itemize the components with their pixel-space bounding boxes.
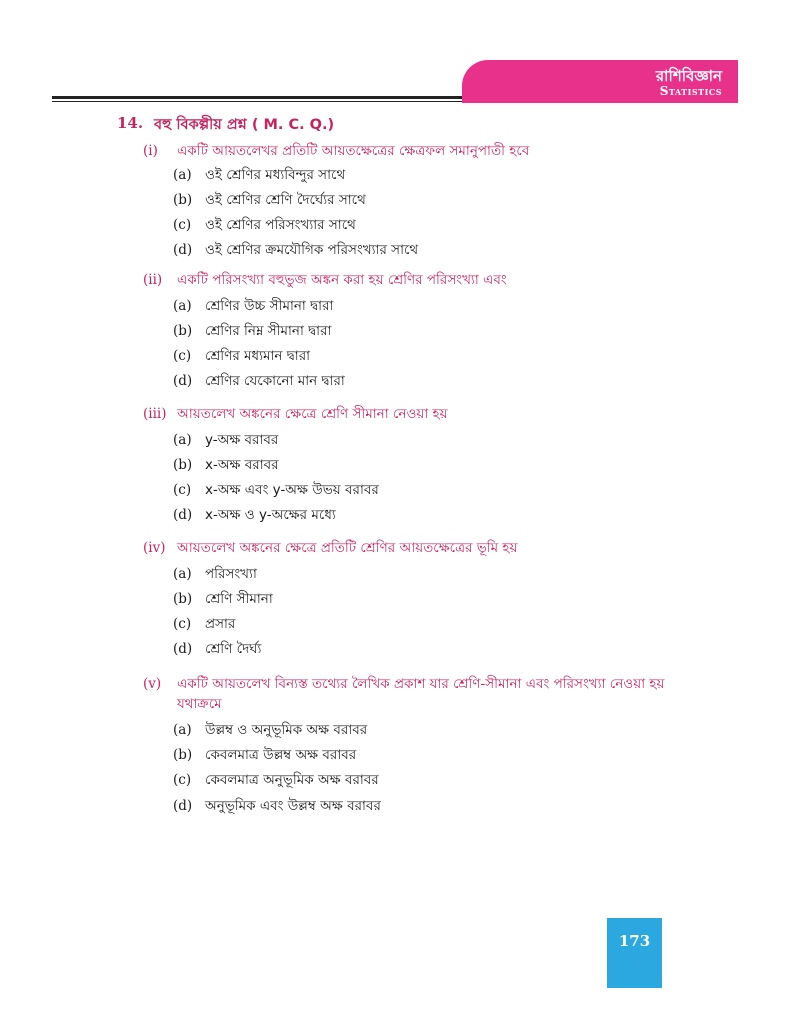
question-text: একটি পরিসংখ্যা বহুভুজ অঙ্কন করা হয় শ্রেণির পরিসংখ্যা এবং bbox=[177, 272, 507, 288]
header-rule-thin bbox=[52, 101, 463, 102]
question-number: (iii) bbox=[143, 406, 167, 422]
option-text: শ্রেণির মধ্যমান দ্বারা bbox=[205, 348, 311, 364]
option-text: শ্রেণির উচ্চ সীমানা দ্বারা bbox=[205, 298, 334, 314]
option-text: ওই শ্রেণির মধ্যবিন্দুর সাথে bbox=[205, 167, 346, 183]
option-label: (b) bbox=[173, 192, 193, 208]
option-label: (d) bbox=[173, 798, 193, 814]
option-label: (a) bbox=[173, 167, 192, 183]
option-label: (a) bbox=[173, 566, 192, 582]
option-text: y-অক্ষ বরাবর bbox=[205, 432, 279, 448]
question-text: আয়তলেখ অঙ্কনের ক্ষেত্রে শ্রেণি সীমানা নেওয়া হয় bbox=[177, 406, 448, 422]
option-label: (b) bbox=[173, 323, 193, 339]
option-label: (d) bbox=[173, 641, 193, 657]
option-text: কেবলমাত্র অনুভূমিক অক্ষ বরাবর bbox=[205, 772, 379, 788]
option-label: (c) bbox=[173, 348, 192, 364]
header-rule-thick bbox=[52, 96, 463, 99]
option-text: শ্রেণি দৈর্ঘ্য bbox=[205, 641, 262, 657]
question-text: একটি আয়তলেখ বিন্যস্ত তথ্যের লৈখিক প্রকাশ যার শ্রেণি-সীমানা এবং পরিসংখ্যা নেওয়া হয় যথাক্রমে bbox=[177, 676, 665, 712]
option-text: শ্রেণি সীমানা bbox=[205, 591, 273, 607]
option-label: (b) bbox=[173, 591, 193, 607]
question-number: (v) bbox=[143, 676, 162, 692]
option-text: ওই শ্রেণির পরিসংখ্যার সাথে bbox=[205, 217, 356, 233]
chapter-title-bengali: রাশিবিজ্ঞান bbox=[655, 67, 722, 85]
option-text: শ্রেণির নিম্ন সীমানা দ্বারা bbox=[205, 323, 332, 339]
option-text: x-অক্ষ এবং y-অক্ষ উভয় বরাবর bbox=[205, 482, 379, 498]
option-text: পরিসংখ্যা bbox=[205, 566, 257, 582]
option-text: ওই শ্রেণির শ্রেণি দৈর্ঘ্যের সাথে bbox=[205, 192, 366, 208]
question-number: (ii) bbox=[143, 272, 163, 288]
option-text: কেবলমাত্র উল্লম্ব অক্ষ বরাবর bbox=[205, 747, 357, 763]
option-text: উল্লম্ব ও অনুভূমিক অক্ষ বরাবর bbox=[205, 722, 368, 738]
page-number-box bbox=[607, 918, 662, 988]
option-text: শ্রেণির যেকোনো মান দ্বারা bbox=[205, 373, 345, 389]
question-number: (iv) bbox=[143, 540, 166, 556]
option-label: (b) bbox=[173, 457, 193, 473]
chapter-header-tab bbox=[462, 60, 738, 103]
option-text: প্রসার bbox=[205, 616, 236, 632]
option-text: x-অক্ষ বরাবর bbox=[205, 457, 279, 473]
question-text: আয়তলেখ অঙ্কনের ক্ষেত্রে প্রতিটি শ্রেণির আয়তক্ষেত্রের ভূমি হয় bbox=[177, 540, 518, 556]
option-label: (a) bbox=[173, 722, 192, 738]
option-label: (a) bbox=[173, 298, 192, 314]
page-number: 173 bbox=[618, 932, 651, 950]
option-label: (c) bbox=[173, 482, 192, 498]
option-label: (c) bbox=[173, 616, 192, 632]
option-label: (d) bbox=[173, 507, 193, 523]
option-label: (d) bbox=[173, 242, 193, 258]
option-label: (c) bbox=[173, 217, 192, 233]
option-text: অনুভূমিক এবং উল্লম্ব অক্ষ বরাবর bbox=[205, 798, 381, 814]
option-label: (a) bbox=[173, 432, 192, 448]
option-label: (b) bbox=[173, 747, 193, 763]
question-number: (i) bbox=[143, 143, 158, 159]
chapter-title-english: Statistics bbox=[659, 84, 722, 98]
question-text: একটি আয়তলেখর প্রতিটি আয়তক্ষেত্রের ক্ষেত্রফল সমানুপাতী হবে bbox=[177, 143, 530, 159]
option-label: (d) bbox=[173, 373, 193, 389]
section-number: 14. bbox=[117, 114, 144, 132]
option-text: x-অক্ষ ও y-অক্ষের মধ্যে bbox=[205, 507, 336, 523]
option-text: ওই শ্রেণির ক্রমযৌগিক পরিসংখ্যার সাথে bbox=[205, 242, 419, 258]
option-label: (c) bbox=[173, 772, 192, 788]
section-title: বহু বিকল্পীয় প্রশ্ন ( M. C. Q.) bbox=[154, 117, 335, 133]
